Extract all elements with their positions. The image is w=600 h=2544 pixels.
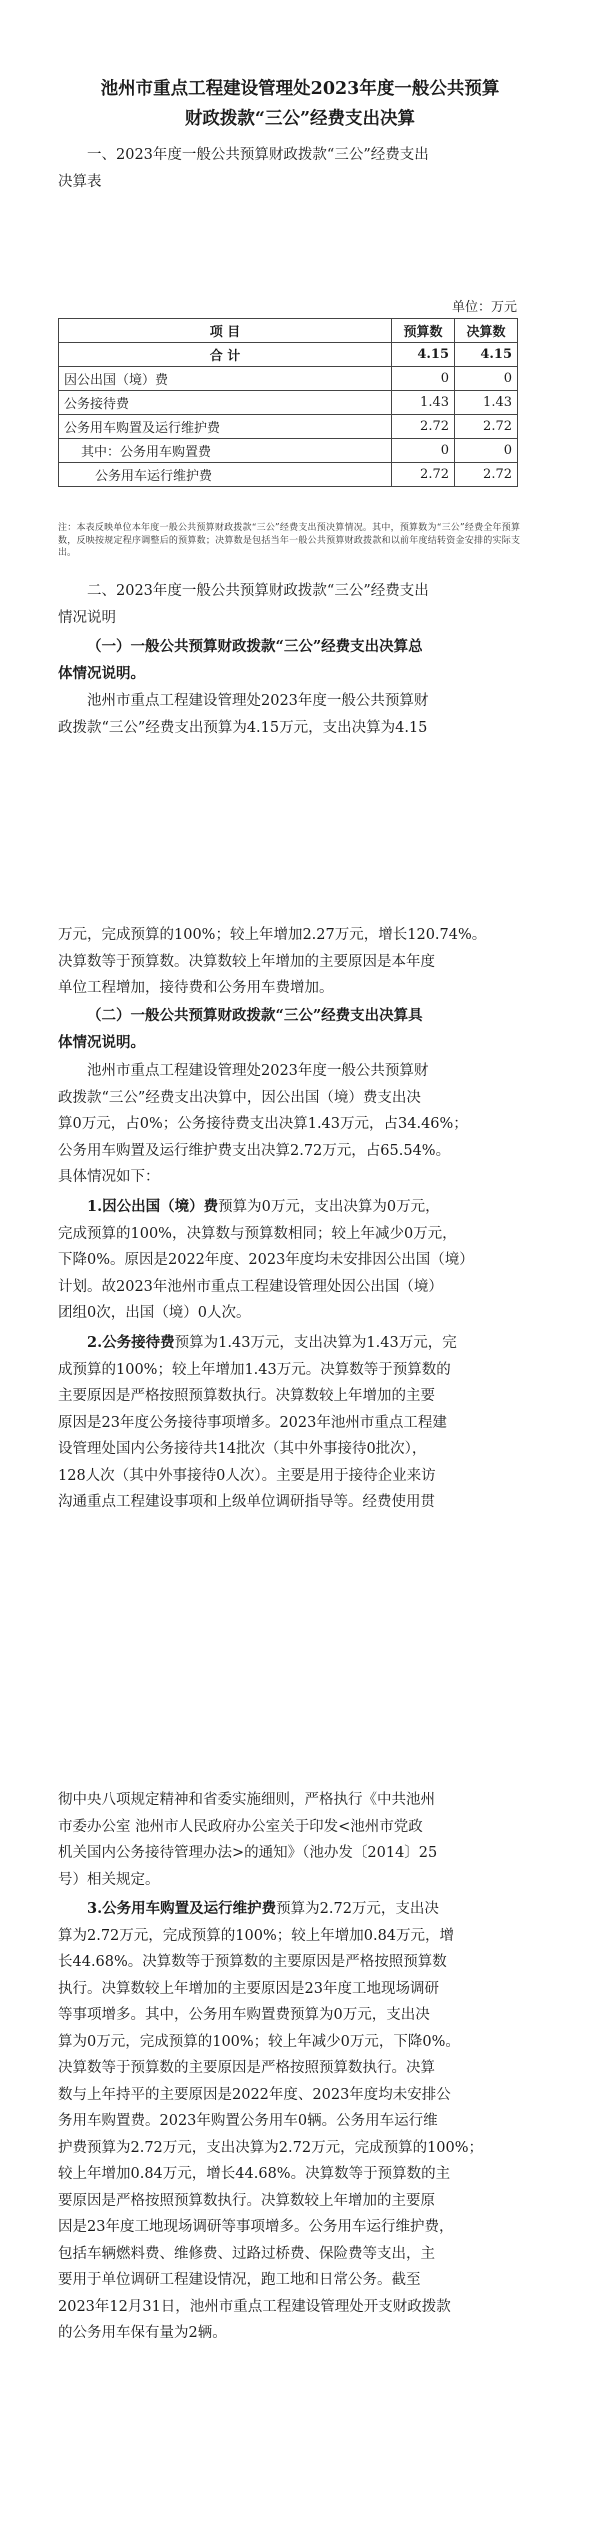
table-cell-label: 公务用车运行维护费 — [59, 463, 392, 487]
paragraph-line: 主要原因是严格按照预算数执行。决算数较上年增加的主要 — [58, 1388, 435, 1404]
paragraph-line: 团组0次，出国（境）0人次。 — [58, 1305, 251, 1321]
table-cell-actual: 2.72 — [455, 463, 518, 487]
paragraph-line: 因是23年度工地现场调研等事项增多。公务用车运行维护费， — [58, 2219, 454, 2235]
item-2-reception-part-1 — [58, 1330, 520, 1516]
paragraph-line: 下降0%。原因是2022年度、2023年度均未安排因公出国（境） — [58, 1252, 474, 1268]
table-cell-label: 其中：公务用车购置费 — [59, 439, 392, 463]
paragraph-line: 执行。决算数较上年增加的主要原因是23年度工地现场调研 — [58, 1980, 439, 1997]
item-3-label: 3.公务用车购置及运行维护费 — [87, 1900, 277, 1917]
paragraph-line: 护费预算为2.72万元，支出决算为2.72万元，完成预算的100%； — [58, 2139, 484, 2156]
table-header-actual: 决算数 — [455, 319, 518, 343]
paragraph-overview-part-1 — [58, 688, 520, 741]
paragraph-line — [58, 1330, 520, 1357]
subsection-1-heading — [58, 634, 520, 687]
table-cell-label: 因公出国（境）费 — [59, 367, 392, 391]
paragraph-line: 要用于单位调研工程建设情况，跑工地和日常公务。截至 — [58, 2272, 421, 2288]
paragraph-line: 数与上年持平的主要原因是2022年度、2023年度均未安排公 — [58, 2086, 451, 2103]
paragraph-detail — [58, 1058, 520, 1191]
table-cell-actual: 4.15 — [455, 343, 518, 367]
table-cell-actual: 0 — [455, 439, 518, 463]
unit-label: 单位：万元 — [451, 300, 517, 315]
item-2-reception-part-2 — [58, 1787, 520, 1893]
document-title-line-2: 财政拨款“三公”经费支出决算 — [184, 109, 416, 129]
paragraph-line: 算为2.72万元，完成预算的100%；较上年增加0.84万元，增 — [58, 1927, 455, 1944]
paragraph-line: 沟通重点工程建设事项和上级单位调研指导等。经费使用贯 — [58, 1494, 435, 1510]
paragraph-line: 的公务用车保有量为2辆。 — [58, 2325, 227, 2341]
paragraph-line: 单位工程增加，接待费和公务用车费增加。 — [58, 980, 334, 996]
paragraph-line: 原因是23年度公务接待事项增多。2023年池州市重点工程建 — [58, 1414, 447, 1431]
item-2-text: 预算为1.43万元，支出决算为1.43万元，完 — [174, 1335, 457, 1351]
item-3-vehicle — [58, 1896, 520, 2347]
table-cell-actual: 2.72 — [455, 415, 518, 439]
paragraph-line: 池州市重点工程建设管理处2023年度一般公共预算财 — [87, 693, 429, 709]
item-1-outbound-travel — [58, 1194, 520, 1327]
paragraph-line: 要原因是严格按照预算数执行。决算数较上年增加的主要原 — [58, 2192, 435, 2209]
table-cell-actual: 0 — [455, 367, 518, 391]
table-cell-label: 公务接待费 — [59, 391, 392, 415]
table-cell-budget: 1.43 — [392, 391, 455, 415]
table-row — [59, 367, 518, 391]
paragraph-line: 务用车购置费。2023年购置公务用车0辆。公务用车运行维 — [58, 2113, 438, 2129]
item-3-text: 预算为2.72万元，支出决 — [276, 1901, 439, 1917]
table-row — [59, 391, 518, 415]
section-2-heading — [58, 578, 520, 631]
paragraph-line: 万元，完成预算的100%；较上年增加2.27万元，增长120.74%。 — [58, 927, 487, 943]
paragraph-line: 算为0万元，完成预算的100%；较上年减少0万元，下降0%。 — [58, 2033, 460, 2050]
paragraph-line: 决算数等于预算数的主要原因是严格按照预算数执行。决算 — [58, 2060, 435, 2076]
table-cell-budget: 2.72 — [392, 463, 455, 487]
paragraph-line: 政拨款“三公”经费支出决算中，因公出国（境）费支出决 — [58, 1089, 421, 1106]
document-title — [60, 74, 540, 134]
item-2-label: 2.公务接待费 — [87, 1334, 175, 1351]
table-cell-budget: 4.15 — [392, 343, 455, 367]
subsection-1-heading-line-2: 体情况说明。 — [58, 664, 145, 682]
table-header-item: 项 目 — [59, 319, 392, 343]
section-1-heading-line-2: 决算表 — [58, 173, 102, 190]
table-cell-budget: 0 — [392, 367, 455, 391]
subsection-2-heading — [58, 1003, 520, 1056]
subsection-1-heading-line-1: （一）一般公共预算财政拨款“三公”经费支出决算总 — [87, 638, 423, 655]
paragraph-line: 市委办公室 池州市人民政府办公室关于印发<池州市党政 — [58, 1818, 423, 1835]
section-2-heading-line-2: 情况说明 — [58, 609, 116, 626]
document-title-line-1: 池州市重点工程建设管理处2023年度一般公共预算 — [100, 79, 500, 99]
section-1-heading-line-1: 一、2023年度一般公共预算财政拨款“三公”经费支出 — [87, 147, 429, 163]
table-cell-label: 合 计 — [59, 343, 392, 367]
paragraph-line: 池州市重点工程建设管理处2023年度一般公共预算财 — [87, 1063, 429, 1079]
paragraph-line: 算0万元，占0%；公务接待费支出决算1.43万元，占34.46%； — [58, 1116, 468, 1132]
paragraph-line: 设管理处国内公务接待共14批次（其中外事接待0批次）， — [58, 1441, 427, 1457]
table-note: 注：本表反映单位本年度一般公共预算财政拨款“三公”经费支出预决算情况。其中，预算数为“三公”经费全年预算数，反映按规定程序调整后的预算数；决算数是包括当年一般公共预算财政拨款和以前年度结转资金安排的实际支出。 — [58, 523, 520, 558]
paragraph-line: 较上年增加0.84万元，增长44.68%。决算数等于预算数的主 — [58, 2166, 451, 2182]
subsection-2-heading-line-1: （二）一般公共预算财政拨款“三公”经费支出决算具 — [87, 1007, 423, 1024]
paragraph-line: 完成预算的100%，决算数与预算数相同；较上年减少0万元， — [58, 1225, 457, 1242]
paragraph-line — [58, 1194, 520, 1221]
paragraph-line: 2023年12月31日，池州市重点工程建设管理处开支财政拨款 — [58, 2298, 451, 2315]
table-row — [59, 415, 518, 439]
paragraph-line: 号）相关规定。 — [58, 1871, 160, 1888]
table-header-row — [59, 319, 518, 343]
paragraph-line — [58, 1896, 520, 1923]
table-cell-budget: 0 — [392, 439, 455, 463]
table-cell-label: 公务用车购置及运行维护费 — [59, 415, 392, 439]
paragraph-line: 决算数等于预算数。决算数较上年增加的主要原因是本年度 — [58, 953, 435, 970]
paragraph-line: 政拨款“三公”经费支出预算为4.15万元，支出决算为4.15 — [58, 719, 428, 736]
section-1-heading — [58, 142, 520, 195]
paragraph-overview-part-2 — [58, 922, 520, 1002]
paragraph-line: 机关国内公务接待管理办法>的通知》（池办发〔2014〕25 — [58, 1845, 438, 1861]
paragraph-line: 计划。故2023年池州市重点工程建设管理处因公出国（境） — [58, 1278, 443, 1295]
paragraph-line: 成预算的100%；较上年增加1.43万元。决算数等于预算数的 — [58, 1361, 451, 1378]
table-header-budget: 预算数 — [392, 319, 455, 343]
section-2-heading-line-1: 二、2023年度一般公共预算财政拨款“三公”经费支出 — [87, 583, 429, 599]
paragraph-line: 包括车辆燃料费、维修费、过路过桥费、保险费等支出，主 — [58, 2245, 435, 2262]
paragraph-line: 公务用车购置及运行维护费支出决算2.72万元，占65.54%。 — [58, 1142, 451, 1159]
paragraph-line: 等事项增多。其中，公务用车购置费预算为0万元，支出决 — [58, 2007, 430, 2023]
paragraph-line: 彻中央八项规定精神和省委实施细则，严格执行《中共池州 — [58, 1792, 435, 1808]
table-row — [59, 439, 518, 463]
paragraph-line: 具体情况如下： — [58, 1169, 160, 1185]
item-1-label: 1.因公出国（境）费 — [87, 1198, 219, 1215]
table-cell-actual: 1.43 — [455, 391, 518, 415]
subsection-2-heading-line-2: 体情况说明。 — [58, 1033, 145, 1051]
item-1-text: 预算为0万元，支出决算为0万元， — [218, 1199, 440, 1215]
table-row — [59, 463, 518, 487]
paragraph-line: 128人次（其中外事接待0人次）。主要是用于接待企业来访 — [58, 1467, 436, 1484]
budget-table — [58, 318, 518, 487]
table-cell-budget: 2.72 — [392, 415, 455, 439]
paragraph-line: 长44.68%。决算数等于预算数的主要原因是严格按照预算数 — [58, 1954, 447, 1970]
table-row-total — [59, 343, 518, 367]
